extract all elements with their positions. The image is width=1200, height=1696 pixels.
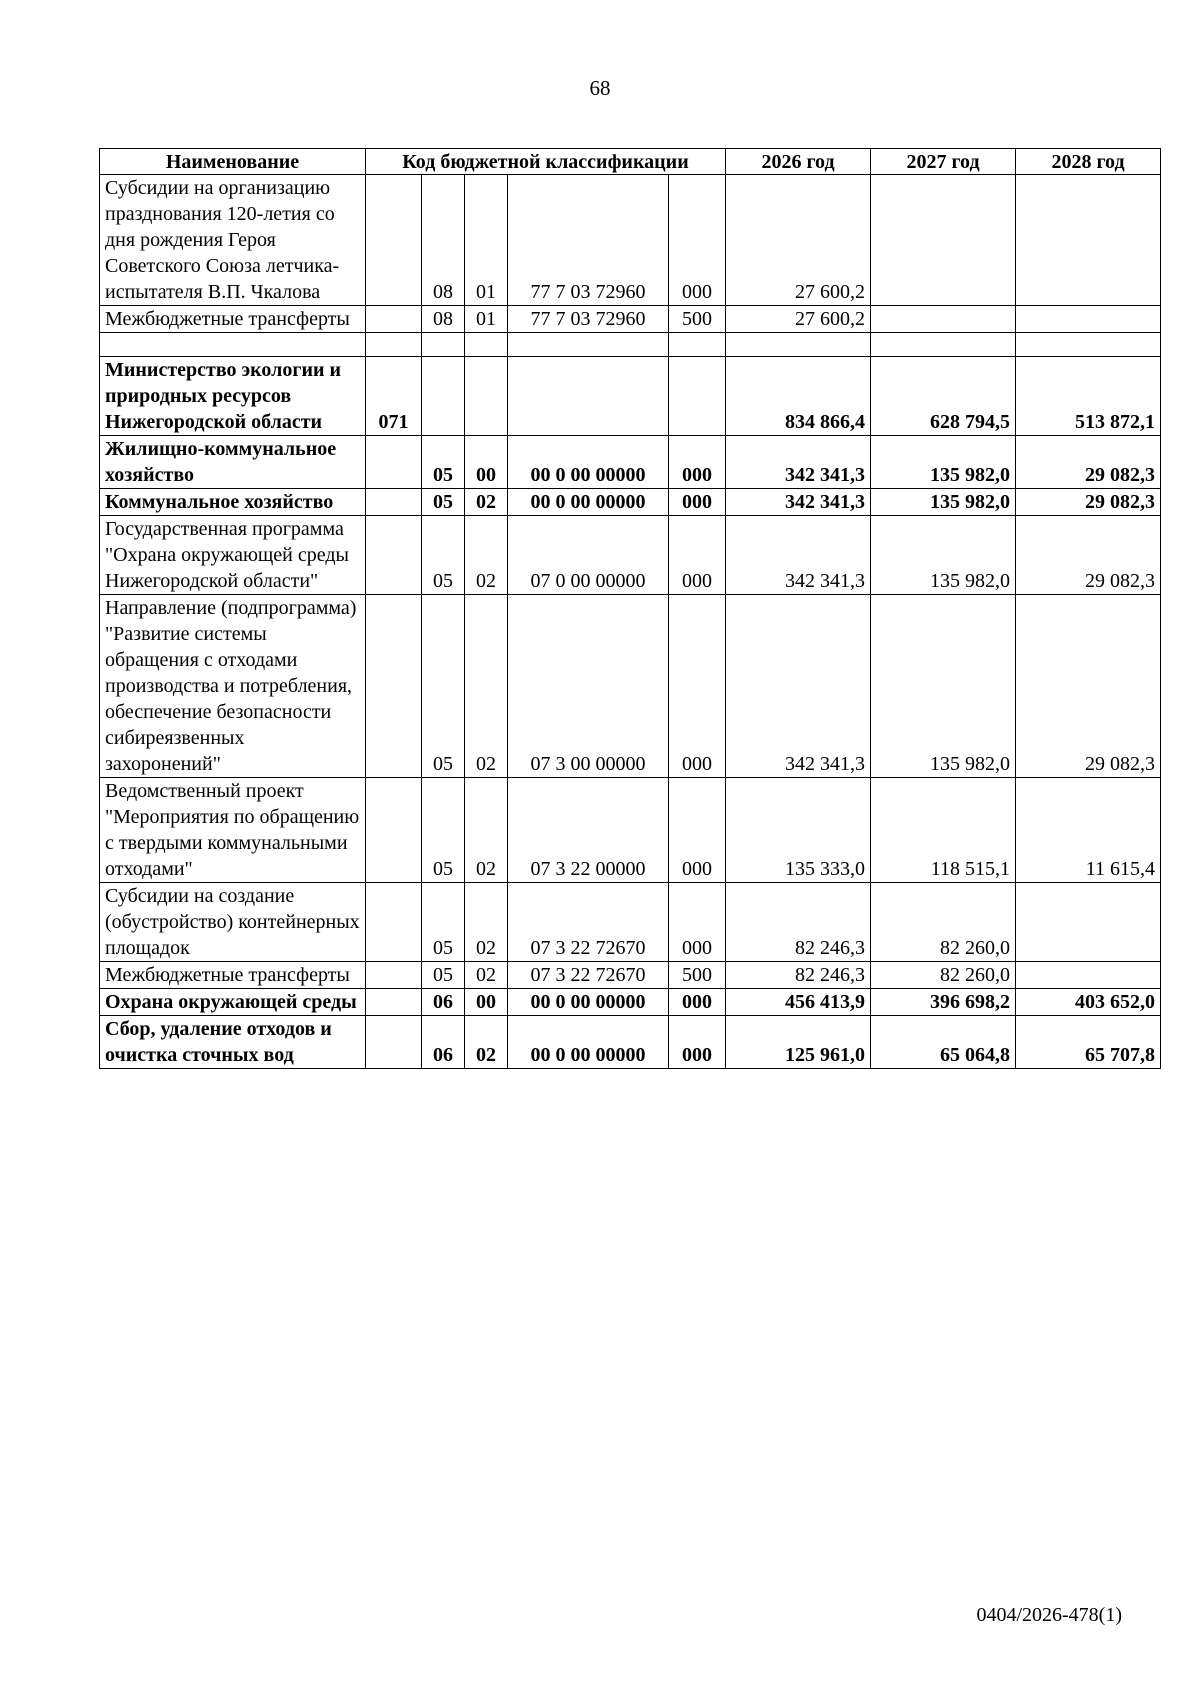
cell-rz: 05 bbox=[422, 962, 465, 989]
cell-ved: 071 bbox=[366, 357, 422, 436]
table-row bbox=[100, 883, 1161, 962]
cell-y2028 bbox=[1016, 175, 1161, 306]
cell-name: Жилищно-коммунальное хозяйство bbox=[100, 436, 366, 489]
cell-vr: 000 bbox=[669, 778, 726, 883]
cell-pr bbox=[465, 333, 508, 357]
cell-csr: 00 0 00 00000 bbox=[508, 436, 669, 489]
cell-csr bbox=[508, 333, 669, 357]
cell-y2026: 342 341,3 bbox=[726, 595, 871, 778]
cell-rz: 08 bbox=[422, 175, 465, 306]
cell-pr: 02 bbox=[465, 595, 508, 778]
table-row bbox=[100, 516, 1161, 595]
cell-y2028: 65 707,8 bbox=[1016, 1016, 1161, 1069]
cell-csr: 77 7 03 72960 bbox=[508, 175, 669, 306]
cell-rz: 08 bbox=[422, 306, 465, 333]
table-row bbox=[100, 962, 1161, 989]
cell-y2027: 628 794,5 bbox=[871, 357, 1016, 436]
cell-y2027 bbox=[871, 306, 1016, 333]
cell-y2026: 456 413,9 bbox=[726, 989, 871, 1016]
cell-vr: 000 bbox=[669, 489, 726, 516]
cell-name: Сбор, удаление отходов и очистка сточных вод bbox=[100, 1016, 366, 1069]
cell-vr: 000 bbox=[669, 595, 726, 778]
cell-y2027: 396 698,2 bbox=[871, 989, 1016, 1016]
table-row bbox=[100, 1016, 1161, 1069]
table-row bbox=[100, 595, 1161, 778]
cell-name: Субсидии на организацию празднования 120-летия со дня рождения Героя Советского Союза летчика-испытателя В.П. Чкалова bbox=[100, 175, 366, 306]
cell-pr: 01 bbox=[465, 175, 508, 306]
cell-y2026: 82 246,3 bbox=[726, 883, 871, 962]
cell-csr: 07 0 00 00000 bbox=[508, 516, 669, 595]
cell-y2027 bbox=[871, 175, 1016, 306]
cell-y2026: 82 246,3 bbox=[726, 962, 871, 989]
cell-y2027: 135 982,0 bbox=[871, 516, 1016, 595]
page-number: 68 bbox=[589, 76, 611, 100]
cell-ved bbox=[366, 883, 422, 962]
table-row bbox=[100, 778, 1161, 883]
cell-vr: 000 bbox=[669, 516, 726, 595]
cell-rz bbox=[422, 357, 465, 436]
header-2028: 2028 год bbox=[1016, 149, 1161, 175]
cell-rz: 05 bbox=[422, 516, 465, 595]
table-row bbox=[100, 989, 1161, 1016]
cell-rz: 06 bbox=[422, 1016, 465, 1069]
table-row bbox=[100, 306, 1161, 333]
cell-y2027 bbox=[871, 333, 1016, 357]
cell-pr: 02 bbox=[465, 778, 508, 883]
cell-y2026: 342 341,3 bbox=[726, 516, 871, 595]
table-body bbox=[100, 175, 1161, 1069]
cell-rz: 05 bbox=[422, 489, 465, 516]
table-row bbox=[100, 489, 1161, 516]
cell-vr: 500 bbox=[669, 962, 726, 989]
cell-vr: 000 bbox=[669, 883, 726, 962]
table-row bbox=[100, 175, 1161, 306]
cell-name: Министерство экологии и природных ресурсов Нижегородской области bbox=[100, 357, 366, 436]
cell-csr: 00 0 00 00000 bbox=[508, 489, 669, 516]
cell-pr: 02 bbox=[465, 489, 508, 516]
cell-y2028 bbox=[1016, 306, 1161, 333]
cell-ved bbox=[366, 1016, 422, 1069]
cell-y2028 bbox=[1016, 962, 1161, 989]
cell-ved bbox=[366, 989, 422, 1016]
header-2026: 2026 год bbox=[726, 149, 871, 175]
table-header-row bbox=[100, 149, 1161, 175]
cell-csr: 00 0 00 00000 bbox=[508, 1016, 669, 1069]
cell-y2028: 11 615,4 bbox=[1016, 778, 1161, 883]
cell-pr: 01 bbox=[465, 306, 508, 333]
cell-pr: 02 bbox=[465, 962, 508, 989]
cell-y2026: 342 341,3 bbox=[726, 489, 871, 516]
cell-ved bbox=[366, 595, 422, 778]
cell-rz bbox=[422, 333, 465, 357]
cell-pr: 02 bbox=[465, 883, 508, 962]
cell-y2028: 29 082,3 bbox=[1016, 595, 1161, 778]
cell-y2027: 135 982,0 bbox=[871, 489, 1016, 516]
cell-y2028: 403 652,0 bbox=[1016, 989, 1161, 1016]
cell-name: Государственная программа "Охрана окружающей среды Нижегородской области" bbox=[100, 516, 366, 595]
cell-name bbox=[100, 333, 366, 357]
cell-name: Межбюджетные трансферты bbox=[100, 962, 366, 989]
budget-table bbox=[99, 148, 1161, 1069]
cell-pr: 00 bbox=[465, 989, 508, 1016]
cell-vr bbox=[669, 357, 726, 436]
cell-y2028: 513 872,1 bbox=[1016, 357, 1161, 436]
cell-vr: 000 bbox=[669, 989, 726, 1016]
document-id: 0404/2026-478(1) bbox=[976, 1604, 1122, 1626]
header-code: Код бюджетной классификации bbox=[366, 149, 726, 175]
cell-ved bbox=[366, 778, 422, 883]
cell-y2027: 135 982,0 bbox=[871, 436, 1016, 489]
cell-pr: 02 bbox=[465, 1016, 508, 1069]
cell-y2028 bbox=[1016, 333, 1161, 357]
cell-y2027: 118 515,1 bbox=[871, 778, 1016, 883]
cell-y2027: 82 260,0 bbox=[871, 962, 1016, 989]
cell-ved bbox=[366, 489, 422, 516]
cell-vr: 000 bbox=[669, 436, 726, 489]
cell-y2027: 82 260,0 bbox=[871, 883, 1016, 962]
cell-csr: 07 3 22 72670 bbox=[508, 962, 669, 989]
cell-rz: 05 bbox=[422, 883, 465, 962]
cell-vr: 000 bbox=[669, 175, 726, 306]
cell-csr: 07 3 22 72670 bbox=[508, 883, 669, 962]
cell-y2026: 27 600,2 bbox=[726, 175, 871, 306]
cell-csr: 07 3 22 00000 bbox=[508, 778, 669, 883]
cell-vr: 500 bbox=[669, 306, 726, 333]
cell-ved bbox=[366, 333, 422, 357]
cell-ved bbox=[366, 436, 422, 489]
cell-y2026: 342 341,3 bbox=[726, 436, 871, 489]
table-row bbox=[100, 357, 1161, 436]
cell-y2026: 135 333,0 bbox=[726, 778, 871, 883]
table-row bbox=[100, 436, 1161, 489]
cell-name: Направление (подпрограмма) "Развитие системы обращения с отходами производства и потребления, обеспечение безопасности сибиреязвенных захоронений" bbox=[100, 595, 366, 778]
cell-pr: 02 bbox=[465, 516, 508, 595]
cell-y2027: 65 064,8 bbox=[871, 1016, 1016, 1069]
cell-rz: 05 bbox=[422, 778, 465, 883]
cell-y2026 bbox=[726, 333, 871, 357]
cell-rz: 06 bbox=[422, 989, 465, 1016]
cell-y2028 bbox=[1016, 883, 1161, 962]
cell-rz: 05 bbox=[422, 436, 465, 489]
cell-name: Межбюджетные трансферты bbox=[100, 306, 366, 333]
cell-name: Охрана окружающей среды bbox=[100, 989, 366, 1016]
cell-vr bbox=[669, 333, 726, 357]
cell-vr: 000 bbox=[669, 1016, 726, 1069]
cell-ved bbox=[366, 306, 422, 333]
cell-rz: 05 bbox=[422, 595, 465, 778]
cell-y2028: 29 082,3 bbox=[1016, 516, 1161, 595]
header-2027: 2027 год bbox=[871, 149, 1016, 175]
cell-ved bbox=[366, 516, 422, 595]
header-name: Наименование bbox=[100, 149, 366, 175]
cell-y2026: 125 961,0 bbox=[726, 1016, 871, 1069]
cell-csr: 07 3 00 00000 bbox=[508, 595, 669, 778]
cell-csr: 77 7 03 72960 bbox=[508, 306, 669, 333]
table-row bbox=[100, 333, 1161, 357]
cell-name: Коммунальное хозяйство bbox=[100, 489, 366, 516]
cell-pr bbox=[465, 357, 508, 436]
cell-y2026: 27 600,2 bbox=[726, 306, 871, 333]
cell-ved bbox=[366, 175, 422, 306]
cell-y2028: 29 082,3 bbox=[1016, 436, 1161, 489]
cell-csr: 00 0 00 00000 bbox=[508, 989, 669, 1016]
cell-csr bbox=[508, 357, 669, 436]
cell-y2027: 135 982,0 bbox=[871, 595, 1016, 778]
cell-name: Субсидии на создание (обустройство) контейнерных площадок bbox=[100, 883, 366, 962]
cell-y2026: 834 866,4 bbox=[726, 357, 871, 436]
cell-name: Ведомственный проект "Мероприятия по обращению с твердыми коммунальными отходами" bbox=[100, 778, 366, 883]
cell-ved bbox=[366, 962, 422, 989]
cell-pr: 00 bbox=[465, 436, 508, 489]
cell-y2028: 29 082,3 bbox=[1016, 489, 1161, 516]
